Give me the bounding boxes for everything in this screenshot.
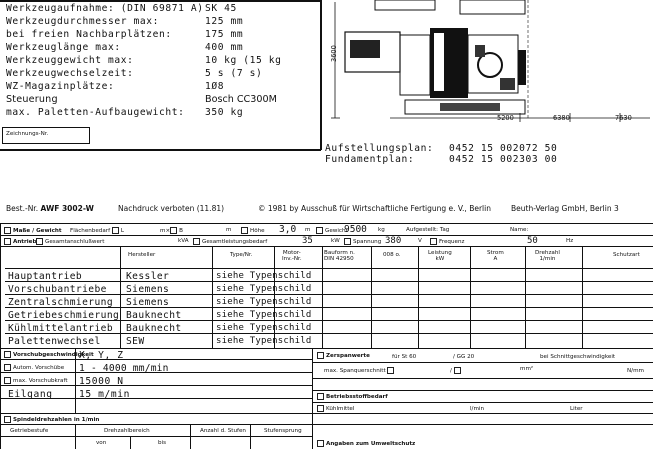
- motor-hersteller: Siemens: [126, 284, 170, 295]
- motor-type: siehe Typenschild: [216, 310, 312, 320]
- table-col-line: [120, 247, 121, 348]
- spec-value: 175 mm: [205, 29, 244, 40]
- frequenz-value: 50: [527, 236, 538, 246]
- nachdruck-note: Nachdruck verboten (11.81): [118, 204, 225, 213]
- form-top-border: [0, 223, 653, 224]
- zerspan-title: Zerspanwerte: [317, 352, 370, 359]
- spindel-col-line: [190, 424, 191, 449]
- von-label: von: [96, 440, 107, 446]
- form-row-line: [0, 424, 653, 425]
- table-col-line: [371, 247, 372, 348]
- motor-type: siehe Typenschild: [216, 323, 312, 333]
- table-line: [5, 281, 653, 282]
- col-header: Schutzart: [613, 252, 640, 258]
- spec-value: 1Ø8: [205, 81, 225, 92]
- table-col-line: [470, 247, 471, 348]
- table-col-line: [212, 247, 213, 348]
- col-header: Drehzahl 1/min: [535, 250, 560, 262]
- drawing-dim-label: 7630: [615, 114, 632, 122]
- zeichnungs-nr-label: Zeichnungs-Nr.: [6, 131, 49, 137]
- vorschub-title: Vorschubgeschwindigkeit: [4, 351, 94, 358]
- spindel-title: Spindeldrehzahlen in 1/min: [4, 416, 99, 423]
- form-row-line: [0, 413, 653, 414]
- col-header: Bauform n. DIN 42950: [324, 250, 355, 262]
- kraft-label: max. Vorschubkraft: [4, 377, 68, 384]
- spindel-line: [0, 436, 312, 437]
- lmin-unit: l/min: [470, 406, 484, 412]
- v-unit: V: [418, 238, 422, 244]
- motor-name: Getriebeschmierung: [8, 310, 120, 321]
- spannung-value: 380: [385, 236, 402, 246]
- motor-name: Zentralschmierung: [8, 297, 113, 308]
- nmm-unit: N/mm: [627, 368, 644, 374]
- specs-right-border: [320, 0, 322, 150]
- col-header: Motor- Inv.-Nr.: [282, 250, 302, 262]
- leistung-value: 35: [302, 236, 313, 246]
- spec-value: 400 mm: [205, 42, 244, 53]
- betrieb-title: Betriebsstoffbedarf: [317, 393, 388, 400]
- col-header: Leistung kW: [428, 250, 452, 262]
- spec-value: Bosch CC300M: [205, 94, 277, 105]
- drawing-dim-label: 5200: [497, 114, 514, 122]
- vorschub-axes: X, Y, Z: [79, 350, 124, 361]
- best-nr: AWF 3002-W: [40, 204, 94, 213]
- gesamtanschluss-label: Gesamtanschlußwert: [36, 238, 104, 245]
- spec-value: 125 mm: [205, 16, 244, 27]
- vorschub-line: [0, 359, 312, 360]
- mxb-label: m× B: [160, 228, 183, 234]
- col-header: Strom A: [487, 250, 504, 262]
- col-header: Hersteller: [128, 252, 156, 258]
- zerspan-bei: bei Schnittgeschwindigkeit: [540, 354, 616, 360]
- bereich-label: Drehzahlbereich: [104, 428, 150, 434]
- motor-type: siehe Typenschild: [216, 297, 312, 307]
- motor-type: siehe Typenschild: [216, 271, 312, 281]
- umwelt-title: Angaben zum Umweltschutz: [317, 440, 415, 447]
- spec-value: 350 kg: [205, 107, 244, 118]
- zerspan-line: [312, 378, 653, 379]
- copyright-note: © 1981 by Ausschuß für Wirtschaftliche Fertigung e. V., Berlin: [258, 204, 491, 213]
- drawing-dim-label: 6380: [553, 114, 570, 122]
- zerspan-line: [312, 402, 653, 403]
- zerspan-line: [312, 390, 653, 391]
- spec-label: Werkzeuglänge max:: [6, 42, 121, 53]
- motor-name: Palettenwechsel: [8, 336, 101, 347]
- spec-label: WZ-Magazinplätze:: [6, 81, 115, 92]
- publisher-note: Beuth-Verlag GmbH, Berlin 3: [511, 204, 619, 213]
- form-split-line: [312, 348, 313, 449]
- motor-hersteller: SEW: [126, 336, 145, 347]
- form-row-line: [0, 348, 653, 349]
- motor-name: Hauptantrieb: [8, 271, 83, 282]
- spindel-col-line: [250, 424, 251, 449]
- zerspan-line: [312, 362, 653, 363]
- m-unit: m: [305, 227, 311, 233]
- gesamtleistung-label: Gesamtleistungsbedarf: [193, 238, 267, 245]
- spanquer-slash: /: [450, 367, 463, 374]
- spec-label: Werkzeugwechselzeit:: [6, 68, 134, 79]
- table-line: [5, 268, 653, 269]
- col-header: 008 o.: [383, 252, 401, 258]
- plan-label: Aufstellungsplan:: [325, 143, 434, 154]
- kg-unit: kg: [378, 227, 385, 233]
- motor-type: siehe Typenschild: [216, 336, 312, 346]
- kw-unit: kW: [331, 238, 340, 244]
- form-left-border: [0, 223, 1, 449]
- gewicht-label: Gewicht: [316, 227, 348, 234]
- plan-value: 0452 15 002072 50: [449, 143, 558, 154]
- hoehe-value: 3,0: [279, 224, 297, 235]
- antrieb-label: Antrieb: [4, 238, 36, 245]
- motor-type: siehe Typenschild: [216, 284, 312, 294]
- table-col-line: [418, 247, 419, 348]
- liter-unit: Liter: [570, 406, 583, 412]
- motor-hersteller: Bauknecht: [126, 310, 182, 321]
- machine-drawing: [330, 0, 653, 125]
- best-nr-label: Best.-Nr.: [6, 204, 39, 213]
- spannung-label: Spannung: [344, 238, 381, 245]
- masse-label: Maße / Gewicht: [4, 227, 62, 234]
- spec-label: Steuerung: [6, 94, 58, 105]
- kva-unit: kVA: [178, 238, 189, 244]
- spec-value: 10 kg (15 kg: [205, 55, 282, 66]
- motor-name: Vorschubantriebe: [8, 284, 107, 295]
- m-unit: m: [226, 227, 232, 233]
- form-row-line: [0, 235, 653, 236]
- spec-label: bei freien Nachbarplätzen:: [6, 29, 172, 40]
- zerspan-fuer-st: für St 60: [392, 354, 417, 360]
- mm2-unit: mm²: [520, 366, 534, 372]
- table-col-line: [322, 247, 323, 348]
- gewicht-value: 9500: [344, 224, 367, 235]
- motor-name: Kühlmittelantrieb: [8, 323, 113, 334]
- frequenz-label: Frequenz: [430, 238, 464, 245]
- autom-value: 1 - 4000 mm/min: [79, 363, 169, 374]
- spanquer-label: max. Spanquerschnitt: [324, 367, 396, 374]
- hoehe-label: Höhe: [241, 227, 265, 234]
- col-header: Type/Nr.: [230, 252, 253, 258]
- vorschub-line: [0, 385, 312, 386]
- spec-label: Werkzeugaufnahme: (DIN 69871 A): [6, 3, 204, 14]
- spindel-col-line: [130, 436, 131, 449]
- zeichnungs-nr-box: [2, 127, 90, 144]
- spec-label: Werkzeuggewicht max:: [6, 55, 134, 66]
- flaechenbedarf-label: Flächenbedarf L: [70, 228, 124, 234]
- table-col-line: [582, 247, 583, 348]
- motor-hersteller: Kessler: [126, 271, 170, 282]
- specs-bottom-border: [0, 149, 321, 151]
- spec-label: max. Paletten-Aufbaugewicht:: [6, 107, 185, 118]
- plan-value: 0452 15 002303 00: [449, 154, 558, 165]
- name-label: Name:: [510, 227, 529, 233]
- footer-line: [6, 204, 94, 213]
- kraft-value: 15000 N: [79, 376, 124, 387]
- plan-label: Fundamentplan:: [325, 154, 415, 165]
- eilgang-label: Eilgang: [8, 389, 53, 400]
- spec-label: Werkzeugdurchmesser max:: [6, 16, 160, 27]
- spindel-col-line: [75, 424, 76, 449]
- autom-label: Autom. Vorschübe: [4, 364, 64, 371]
- sprung-label: Stufensprung: [264, 428, 302, 434]
- table-col-line: [525, 247, 526, 348]
- eilgang-value: 15 m/min: [79, 389, 131, 400]
- kuehlmittel-label: Kühlmittel: [317, 405, 354, 412]
- spec-value: SK 45: [205, 3, 237, 14]
- drawing-height-label: 3600: [330, 45, 338, 62]
- motor-hersteller: Bauknecht: [126, 323, 182, 334]
- motor-hersteller: Siemens: [126, 297, 170, 308]
- anzahl-label: Anzahl d. Stufen: [200, 428, 246, 434]
- spec-value: 5 s (7 s): [205, 68, 263, 79]
- form-row-line: [0, 246, 653, 247]
- bis-label: bis: [158, 440, 167, 446]
- specs-top-border: [0, 0, 320, 2]
- aufgestellt-label: Aufgestellt: Tag: [406, 227, 450, 233]
- hz-unit: Hz: [566, 238, 574, 244]
- zerspan-gg: / GG 20: [453, 354, 475, 360]
- getriebe-label: Getriebestufe: [10, 428, 49, 434]
